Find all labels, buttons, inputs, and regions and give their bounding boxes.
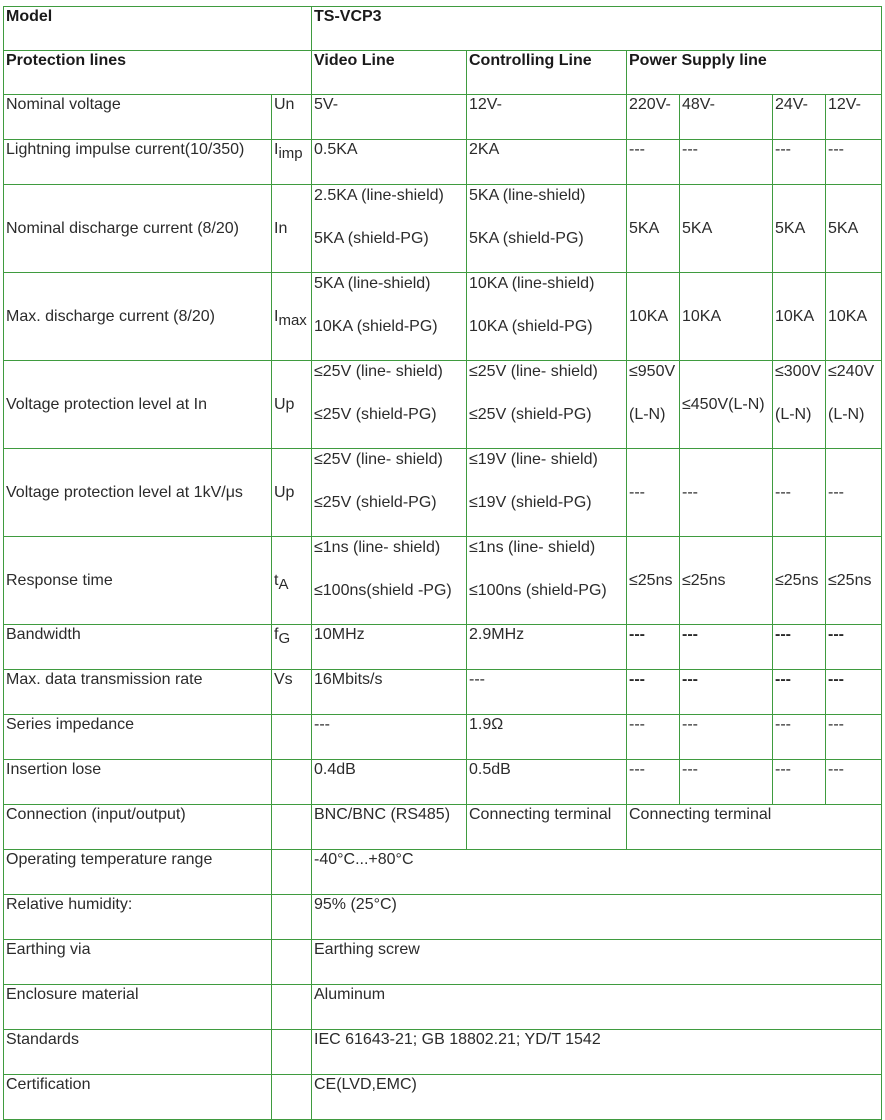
power-220-value: --- (627, 760, 680, 805)
control-value: 10KA (line-shield) 10KA (shield-PG) (467, 273, 627, 361)
param-symbol: Up (272, 449, 312, 537)
power-220-value: --- (627, 670, 680, 715)
param-label: Earthing via (4, 940, 272, 985)
param-symbol (272, 850, 312, 895)
param-value: -40°C...+80°C (312, 850, 882, 895)
power-220-value: --- (627, 715, 680, 760)
param-label: Voltage protection level at 1kV/μs (4, 449, 272, 537)
video-value: 0.4dB (312, 760, 467, 805)
power-48-value: --- (680, 140, 773, 185)
row-nominal-voltage (4, 95, 882, 140)
video-value: ≤1ns (line- shield) ≤100ns(shield -PG) (312, 537, 467, 625)
param-label: Bandwidth (4, 625, 272, 670)
power-48-value: --- (680, 625, 773, 670)
row-temperature (4, 850, 882, 895)
power-24-value: --- (773, 715, 826, 760)
param-symbol (272, 985, 312, 1030)
param-value: IEC 61643-21; GB 18802.21; YD/T 1542 (312, 1030, 882, 1075)
power-24-value: --- (773, 670, 826, 715)
power-220-value: --- (627, 140, 680, 185)
power-12-value: --- (826, 670, 882, 715)
power-48-value: --- (680, 760, 773, 805)
param-label: Standards (4, 1030, 272, 1075)
power-24-value: ≤25ns (773, 537, 826, 625)
row-bandwidth (4, 625, 882, 670)
power-24-value: 5KA (773, 185, 826, 273)
row-enclosure (4, 985, 882, 1030)
video-value: 5V- (312, 95, 467, 140)
power-12-value: --- (826, 625, 882, 670)
param-label: Max. data transmission rate (4, 670, 272, 715)
param-symbol: $I_{imp}$ (272, 140, 312, 185)
spec-table (3, 6, 882, 1120)
param-label: Max. discharge current (8/20) (4, 273, 272, 361)
power-24-value: --- (773, 449, 826, 537)
param-symbol (272, 715, 312, 760)
video-value: ≤25V (line- shield) ≤25V (shield-PG) (312, 449, 467, 537)
control-value: 1.9Ω (467, 715, 627, 760)
control-value: 12V- (467, 95, 627, 140)
power-48-value: --- (680, 670, 773, 715)
power-48-value: ≤450V(L-N) (680, 361, 773, 449)
row-series-impedance (4, 715, 882, 760)
param-label: Nominal discharge current (8/20) (4, 185, 272, 273)
power-12-value: --- (826, 449, 882, 537)
power-supply-line-header: Power Supply line (627, 51, 882, 95)
power-220-value: ≤950V (L-N) (627, 361, 680, 449)
power-220-value: ≤25ns (627, 537, 680, 625)
row-response-time (4, 537, 882, 625)
protection-lines-label: Protection lines (4, 51, 312, 95)
power-48-value: 48V- (680, 95, 773, 140)
row-vpl-1kv (4, 449, 882, 537)
row-earthing (4, 940, 882, 985)
video-value: BNC/BNC (RS485) (312, 805, 467, 850)
power-48-value: --- (680, 449, 773, 537)
row-lightning-impulse (4, 140, 882, 185)
row-vpl-in (4, 361, 882, 449)
video-value: --- (312, 715, 467, 760)
control-value: 5KA (line-shield) 5KA (shield-PG) (467, 185, 627, 273)
param-symbol (272, 1030, 312, 1075)
power-24-value: --- (773, 760, 826, 805)
power-220-value: 10KA (627, 273, 680, 361)
param-label: Insertion lose (4, 760, 272, 805)
control-value: 0.5dB (467, 760, 627, 805)
param-label: Response time (4, 537, 272, 625)
control-value: 2.9MHz (467, 625, 627, 670)
param-value: Earthing screw (312, 940, 882, 985)
param-symbol (272, 895, 312, 940)
param-symbol (272, 805, 312, 850)
param-label: Nominal voltage (4, 95, 272, 140)
power-48-value: --- (680, 715, 773, 760)
param-symbol: Vs (272, 670, 312, 715)
power-12-value: ≤25ns (826, 537, 882, 625)
model-label: Model (4, 7, 312, 51)
param-symbol (272, 760, 312, 805)
video-value: 16Mbits/s (312, 670, 467, 715)
row-model (4, 7, 882, 51)
param-symbol (272, 940, 312, 985)
power-12-value: 5KA (826, 185, 882, 273)
row-max-discharge (4, 273, 882, 361)
controlling-line-header: Controlling Line (467, 51, 627, 95)
row-data-rate (4, 670, 882, 715)
power-12-value: --- (826, 760, 882, 805)
control-value: ≤19V (line- shield) ≤19V (shield-PG) (467, 449, 627, 537)
param-symbol: $t_A$ (272, 537, 312, 625)
control-value: Connecting terminal (467, 805, 627, 850)
row-humidity (4, 895, 882, 940)
control-value: ≤1ns (line- shield) ≤100ns (shield-PG) (467, 537, 627, 625)
power-48-value: ≤25ns (680, 537, 773, 625)
param-symbol: Up (272, 361, 312, 449)
power-220-value: 5KA (627, 185, 680, 273)
video-line-header: Video Line (312, 51, 467, 95)
param-symbol: $I_{max}$ (272, 273, 312, 361)
power-24-value: ≤300V (L-N) (773, 361, 826, 449)
param-label: Relative humidity: (4, 895, 272, 940)
power-24-value: 24V- (773, 95, 826, 140)
row-nominal-discharge (4, 185, 882, 273)
control-value: --- (467, 670, 627, 715)
video-value: 2.5KA (line-shield) 5KA (shield-PG) (312, 185, 467, 273)
param-symbol: $f_G$ (272, 625, 312, 670)
param-value: 95% (25°C) (312, 895, 882, 940)
power-12-value: --- (826, 715, 882, 760)
power-48-value: 10KA (680, 273, 773, 361)
video-value: 5KA (line-shield) 10KA (shield-PG) (312, 273, 467, 361)
model-value: TS-VCP3 (312, 7, 882, 51)
param-value: Aluminum (312, 985, 882, 1030)
power-12-value: ≤240V (L-N) (826, 361, 882, 449)
row-insertion-lose (4, 760, 882, 805)
power-24-value: --- (773, 625, 826, 670)
power-12-value: --- (826, 140, 882, 185)
param-label: Certification (4, 1075, 272, 1120)
param-label: Voltage protection level at In (4, 361, 272, 449)
row-standards (4, 1030, 882, 1075)
param-label: Operating temperature range (4, 850, 272, 895)
control-value: 2KA (467, 140, 627, 185)
param-label: Connection (input/output) (4, 805, 272, 850)
row-connection (4, 805, 882, 850)
power-48-value: 5KA (680, 185, 773, 273)
power-24-value: --- (773, 140, 826, 185)
video-value: 0.5KA (312, 140, 467, 185)
param-label: Enclosure material (4, 985, 272, 1030)
power-value: Connecting terminal (627, 805, 882, 850)
video-value: ≤25V (line- shield) ≤25V (shield-PG) (312, 361, 467, 449)
param-label: Lightning impulse current(10/350) (4, 140, 272, 185)
power-12-value: 12V- (826, 95, 882, 140)
row-protection-lines (4, 51, 882, 95)
param-label: Series impedance (4, 715, 272, 760)
power-220-value: --- (627, 625, 680, 670)
param-value: CE(LVD,EMC) (312, 1075, 882, 1120)
param-symbol: Un (272, 95, 312, 140)
power-220-value: 220V- (627, 95, 680, 140)
video-value: 10MHz (312, 625, 467, 670)
power-24-value: 10KA (773, 273, 826, 361)
power-12-value: 10KA (826, 273, 882, 361)
power-220-value: --- (627, 449, 680, 537)
param-symbol: In (272, 185, 312, 273)
control-value: ≤25V (line- shield) ≤25V (shield-PG) (467, 361, 627, 449)
